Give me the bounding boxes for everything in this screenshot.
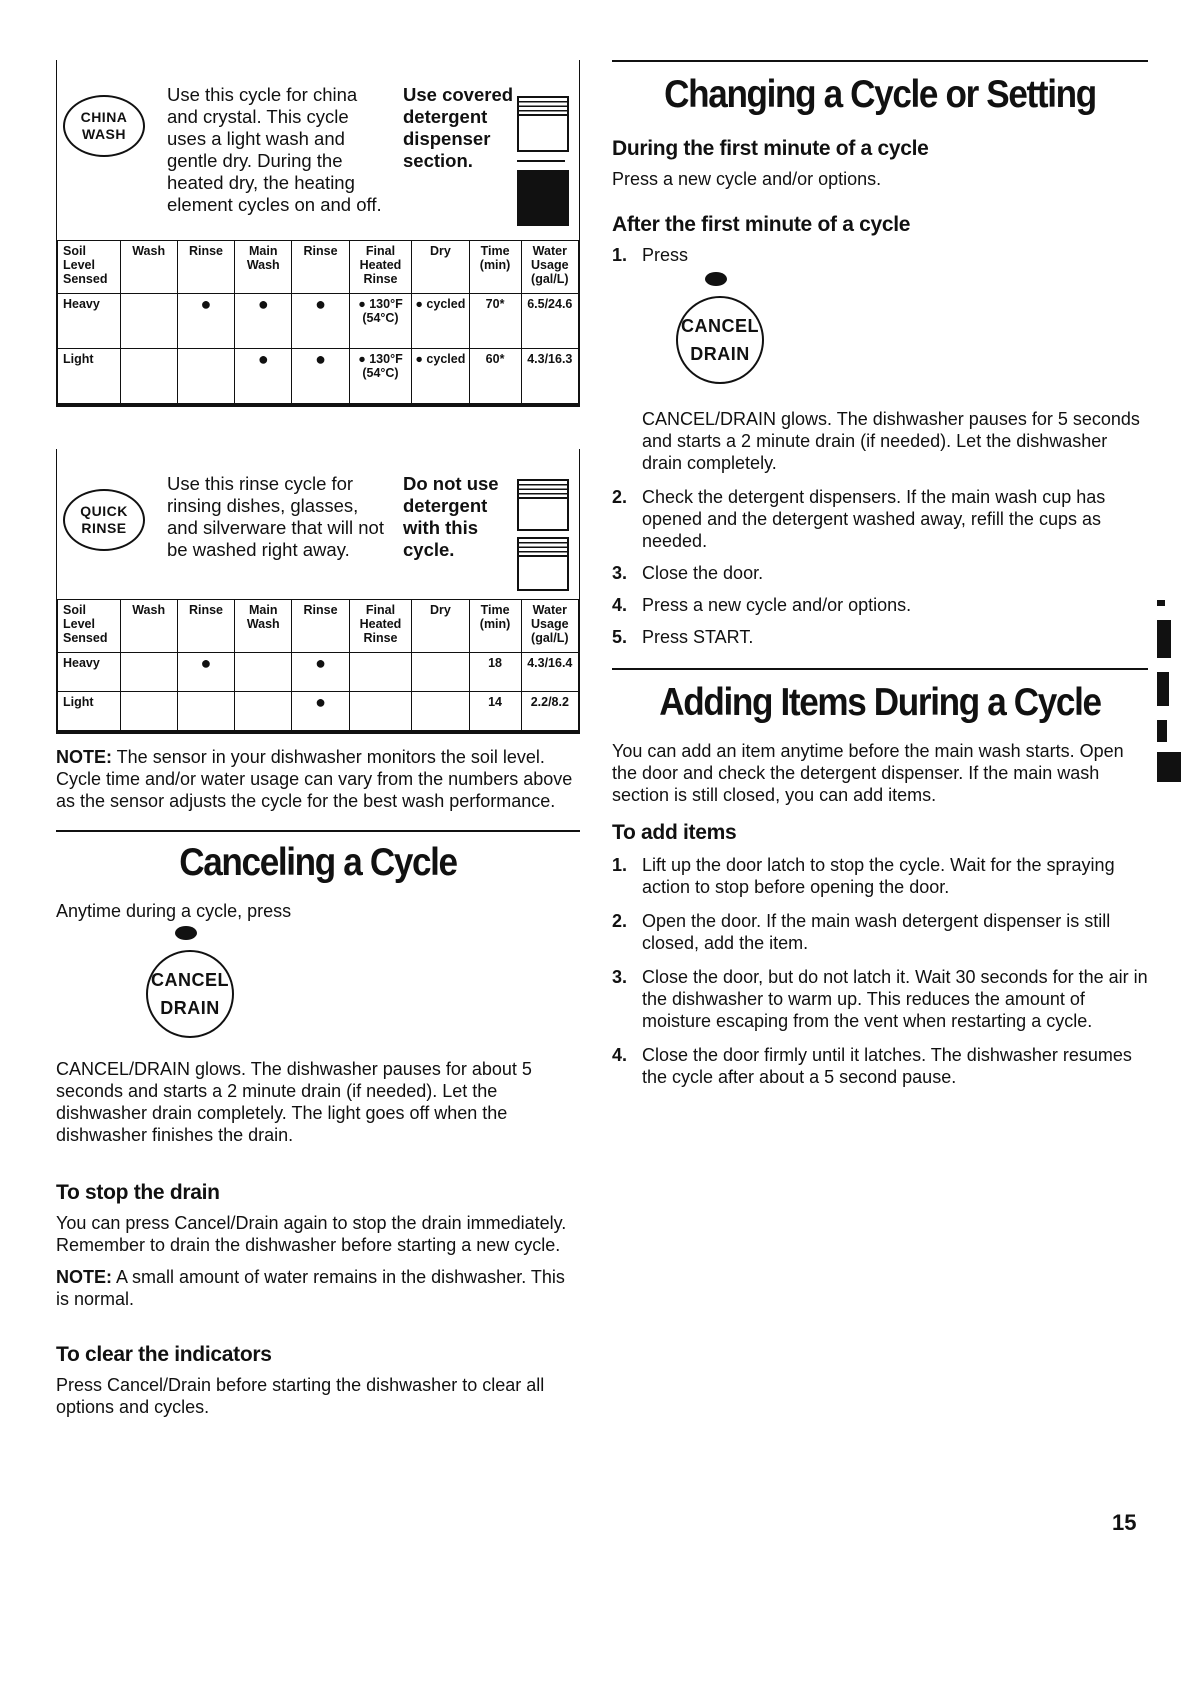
cancel-label: CANCEL (681, 316, 759, 336)
header-cell: Time (min) (469, 600, 521, 653)
step-text: Lift up the door latch to stop the cycle. Wait for the spraying action to stop before opening the door. (642, 855, 1115, 897)
header-cell: Final Heated Rinse (349, 241, 412, 294)
quick-rinse-label-1: QUICK (80, 503, 128, 519)
list-item (612, 486, 1148, 552)
list-item (612, 854, 1148, 898)
clear-indicators-text: Press Cancel/Drain before starting the dishwasher to clear all options and cycles. (56, 1375, 545, 1417)
header-cell: Wash (120, 241, 177, 294)
first-minute-text: Press a new cycle and/or options. (612, 169, 882, 189)
quick-rinse-table (57, 599, 579, 731)
list-item (612, 910, 1148, 954)
table-row (58, 349, 579, 404)
first-minute-heading: During the first minute of a cycle (612, 137, 929, 160)
step-text: Press a new cycle and/or options. (642, 595, 912, 615)
list-item (612, 594, 1148, 616)
table-cell: ● 130°F (54°C) (349, 349, 412, 404)
section-divider (56, 830, 580, 832)
step-text: Press START. (642, 627, 754, 647)
sensor-note (56, 746, 580, 812)
step-number: 2. (612, 911, 628, 931)
adding-intro: You can add an item anytime before the main wash starts. Open the door and check the detergent dispenser. If the main wash section is still closed, you can add items. (612, 741, 1124, 805)
header-cell: Dry (412, 600, 469, 653)
cancel-drain-oval (676, 296, 764, 384)
indicator-light-icon (705, 272, 727, 286)
china-wash-description: Use this cycle for china and crystal. This cycle uses a light wash and gentle dry. During the heated dry, the heating element cycles on and off. (167, 84, 382, 215)
cancel-label: CANCEL (151, 970, 229, 990)
table-cell (235, 653, 292, 692)
header-cell: Main Wash (235, 600, 292, 653)
quick-rinse-detergent-note: Do not use detergent with this cycle. (403, 473, 499, 560)
table-cell (235, 692, 292, 731)
table-cell: Light (58, 349, 121, 404)
step-number: 3. (612, 967, 628, 987)
table-cell (412, 653, 469, 692)
step-text: Open the door. If the main wash detergent dispenser is still closed, add the item. (642, 911, 1111, 953)
stop-drain-text: You can press Cancel/Drain again to stop the drain immediately. Remember to drain the dishwasher before starting a new cycle. (56, 1213, 567, 1255)
quick-rinse-header (57, 449, 579, 599)
canceling-intro: Anytime during a cycle, press (56, 901, 292, 921)
stop-drain-note-label: NOTE: (56, 1267, 112, 1287)
quick-rinse-label-2: RINSE (81, 520, 127, 536)
right-column (612, 60, 1148, 1088)
table-row (58, 653, 579, 692)
step-number: 4. (612, 1045, 628, 1065)
header-cell: Rinse (292, 241, 349, 294)
cancel-drain-button-icon (656, 272, 776, 390)
table-cell: ● (292, 349, 349, 404)
table-cell (177, 349, 234, 404)
drain-label: DRAIN (160, 998, 220, 1018)
step-text: Check the detergent dispensers. If the main wash cup has opened and the detergent washed away, refill the cups as needed. (642, 487, 1106, 551)
drain-label: DRAIN (690, 344, 750, 364)
table-cell: ● (177, 294, 234, 349)
list-item (612, 626, 1148, 648)
changing-steps (612, 244, 1148, 648)
adding-title: Adding Items During a Cycle (659, 681, 1101, 724)
quick-rinse-button-icon (63, 489, 145, 551)
page-number: 15 (1112, 1510, 1137, 1535)
cancel-drain-button-icon (126, 926, 246, 1044)
adding-steps (612, 854, 1148, 1088)
table-cell: ● (235, 349, 292, 404)
table-cell (349, 692, 412, 731)
quick-rinse-section (56, 449, 580, 734)
stop-drain-note-text: A small amount of water remains in the dishwasher. This is normal. (56, 1267, 565, 1309)
table-cell: ● (177, 653, 234, 692)
canceling-after-text: CANCEL/DRAIN glows. The dishwasher pauses for about 5 seconds and starts a 2 minute drain (if needed). Let the dishwasher drain completely. The light goes off when the dishwasher finishes the drain. (56, 1059, 532, 1145)
china-wash-detergent-note: Use covered detergent dispenser section. (403, 84, 514, 171)
sensor-note-text: The sensor in your dishwasher monitors the soil level. Cycle time and/or water usage can vary from the numbers above as the sensor adjusts the cycle for the best wash performance. (56, 747, 573, 811)
step-number: 1. (612, 855, 628, 875)
table-cell (120, 653, 177, 692)
step-number: 5. (612, 627, 628, 647)
step-number: 1. (612, 245, 628, 265)
table-cell: ● (292, 294, 349, 349)
step1-after-text: CANCEL/DRAIN glows. The dishwasher pauses for 5 seconds and starts a 2 minute drain (if needed). Let the dishwasher drain completely. (642, 409, 1140, 473)
table-row (58, 294, 579, 349)
section-divider (612, 668, 1148, 670)
table-cell (120, 294, 177, 349)
header-cell: Soil Level Sensed (58, 241, 121, 294)
header-cell: Rinse (292, 600, 349, 653)
canceling-title: Canceling a Cycle (179, 841, 457, 884)
table-cell (120, 692, 177, 731)
table-cell: Heavy (58, 294, 121, 349)
table-cell: 70* (469, 294, 521, 349)
header-cell: Main Wash (235, 241, 292, 294)
table-cell: ● cycled (412, 349, 469, 404)
table-cell: ● cycled (412, 294, 469, 349)
list-item (612, 244, 1148, 474)
header-cell: Final Heated Rinse (349, 600, 412, 653)
step-number: 2. (612, 487, 628, 507)
table-header-row (58, 600, 579, 653)
table-header-row (58, 241, 579, 294)
header-cell: Water Usage (gal/L) (521, 241, 578, 294)
header-cell: Rinse (177, 600, 234, 653)
step-number: 3. (612, 563, 628, 583)
step-number: 4. (612, 595, 628, 615)
china-wash-section (56, 60, 580, 407)
left-column (56, 60, 580, 1418)
table-cell (412, 692, 469, 731)
table-cell: ● (235, 294, 292, 349)
table-cell: 6.5/24.6 (521, 294, 578, 349)
table-row (58, 692, 579, 731)
add-items-heading: To add items (612, 821, 737, 844)
sensor-note-label: NOTE: (56, 747, 112, 767)
quick-rinse-description: Use this rinse cycle for rinsing dishes, glasses, and silverware that will not be washed right away. (167, 473, 384, 560)
header-cell: Wash (120, 600, 177, 653)
indicator-light-icon (175, 926, 197, 940)
table-cell: 4.3/16.4 (521, 653, 578, 692)
changing-title: Changing a Cycle or Setting (664, 73, 1096, 116)
step-text: Close the door, but do not latch it. Wait 30 seconds for the air in the dishwasher to warm up. This reduces the amount of moisture escaping from the vent when restarting a cycle. (642, 967, 1148, 1031)
cancel-drain-oval (146, 950, 234, 1038)
after-minute-heading: After the first minute of a cycle (612, 213, 911, 236)
table-cell: 60* (469, 349, 521, 404)
table-cell: 2.2/8.2 (521, 692, 578, 731)
china-wash-header (57, 60, 579, 240)
china-wash-button-icon (63, 95, 145, 157)
table-cell: 18 (469, 653, 521, 692)
header-cell: Soil Level Sensed (58, 600, 121, 653)
header-cell: Time (min) (469, 241, 521, 294)
header-cell: Dry (412, 241, 469, 294)
table-cell (120, 349, 177, 404)
header-cell: Water Usage (gal/L) (521, 600, 578, 653)
table-cell (177, 692, 234, 731)
china-wash-label-2: WASH (82, 126, 126, 142)
table-cell: ● (292, 653, 349, 692)
table-cell: ● 130°F (54°C) (349, 294, 412, 349)
step-text: Close the door firmly until it latches. The dishwasher resumes the cycle after about a 5 second pause. (642, 1045, 1132, 1087)
list-item (612, 562, 1148, 584)
table-cell (349, 653, 412, 692)
stop-drain-note (56, 1266, 580, 1310)
china-wash-table (57, 240, 579, 404)
table-cell: 4.3/16.3 (521, 349, 578, 404)
table-cell: Heavy (58, 653, 121, 692)
list-item (612, 966, 1148, 1032)
list-item (612, 1044, 1148, 1088)
stop-drain-heading: To stop the drain (56, 1181, 220, 1204)
section-divider (612, 60, 1148, 62)
china-wash-label-1: CHINA (80, 109, 128, 125)
step-text: Close the door. (642, 563, 764, 583)
step-text: Press (642, 245, 689, 265)
table-cell: ● (292, 692, 349, 731)
table-cell: Light (58, 692, 121, 731)
header-cell: Rinse (177, 241, 234, 294)
clear-indicators-heading: To clear the indicators (56, 1343, 272, 1366)
table-cell: 14 (469, 692, 521, 731)
